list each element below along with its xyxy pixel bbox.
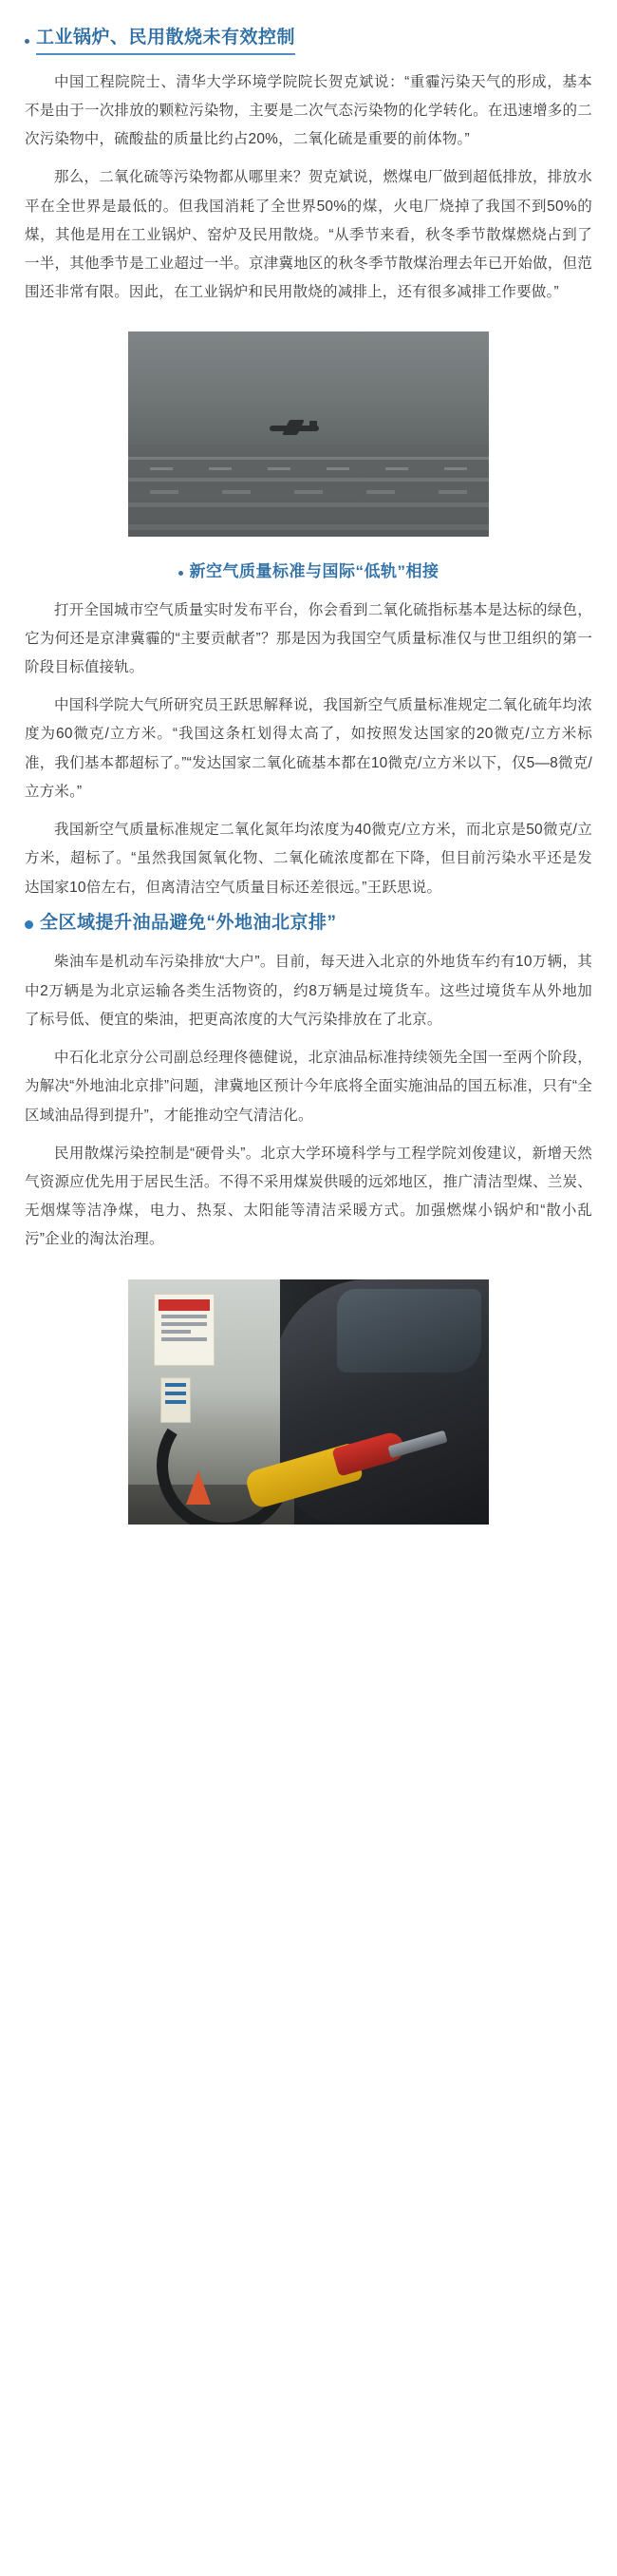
car-window <box>337 1289 481 1373</box>
section-heading-2 <box>25 561 592 582</box>
paragraph: 中国科学院大气所研究员王跃思解释说，我国新空气质量标准规定二氧化硫年均浓度为60微克/立方米。“我国这条杠划得太高了，如按照发达国家的20微克/立方米标准，我们基本都超标了。”“发达国家二氧化硫基本都在10微克/立方米以下，仅5—8微克/立方米。” <box>25 697 592 800</box>
section-heading-1-text: 工业锅炉、民用散烧未有效控制 <box>36 27 295 55</box>
paragraph: 那么，二氧化硫等污染物都从哪里来？贺克斌说，燃煤电厂做到超低排放，排放水平在全世界是最低的。但我国消耗了全世界50%的煤，火电厂烧掉了我国不到50%的煤，其他是用在工业锅炉、窑炉及民用散烧。“从季节来看，秋冬季节散煤燃烧占到了一半，其他季节是工业超过一半。京津冀地区的秋冬季节散煤治理去年已开始做，但范围还非常有限。因此，在工业锅炉和民用散烧的减排上，还有很多减排工作要做。” <box>25 169 592 301</box>
paragraph: 中石化北京分公司副总经理佟德健说，北京油品标准持续领先全国一至两个阶段，为解决“外地油北京排”问题，津冀地区预计今年底将全面实施油品的国五标准，只有“全区域油品得到提升”，才能推动空气清洁化。 <box>25 1050 592 1124</box>
paragraph: 打开全国城市空气质量实时发布平台，你会看到二氧化硫指标基本是达标的绿色，它为何还是京津冀霾的“主要贡献者”？那是因为我国空气质量标准仅与世卫组织的第一阶段目标值接轨。 <box>25 601 592 675</box>
article-section-1 <box>25 27 592 537</box>
station-notice-sign <box>154 1294 215 1366</box>
runway-dashes <box>150 490 467 494</box>
sign-band <box>159 1299 210 1311</box>
runway-dashes <box>150 467 467 470</box>
sign-line <box>161 1322 207 1326</box>
gas-station-nozzle-photo <box>25 1279 592 1525</box>
article-section-3 <box>25 912 592 1525</box>
smog-airplane-photo <box>25 331 592 537</box>
runway-line <box>128 478 489 482</box>
section-heading-1 <box>25 27 592 55</box>
article-section-2 <box>25 561 592 901</box>
runway-line <box>128 457 489 460</box>
smog-airplane-image <box>128 331 489 537</box>
sign-line <box>165 1383 186 1387</box>
paragraph: 柴油车是机动车污染排放“大户”。目前，每天进入北京的外地货车约有10万辆，其中2万辆是为北京运输各类生活物资的，约8万辆是过境货车。这些过境货车从外地加了标号低、便宜的柴油，把更高浓度的大气污染排放在了北京。 <box>25 954 592 1028</box>
sign-line <box>161 1330 191 1334</box>
runway-line <box>128 502 489 507</box>
section-heading-3 <box>25 912 592 936</box>
bullet-icon <box>25 920 33 929</box>
sign-line <box>165 1392 186 1395</box>
runway-line <box>128 524 489 530</box>
sign-line <box>165 1400 186 1404</box>
section-heading-2-text: 新空气质量标准与国际“低轨”相接 <box>189 562 439 581</box>
bullet-icon <box>25 39 29 44</box>
paragraph: 我国新空气质量标准规定二氧化氮年均浓度为40微克/立方米，而北京是50微克/立方米，超标了。“虽然我国氮氧化物、二氧化硫浓度都在下降，但目前污染水平还是发达国家10倍左右，但离清洁空气质量目标还差很远。”王跃思说。 <box>25 822 592 896</box>
paragraph: 中国工程院院士、清华大学环境学院院长贺克斌说：“重霾污染天气的形成，基本不是由于一次排放的颗粒污染物，主要是二次气态污染物的化学转化。在迅速增多的二次污染物中，硫酸盐的质量比约占20%，二氧化硫是重要的前体物。” <box>25 73 592 148</box>
sign-line <box>161 1315 207 1318</box>
section-heading-3-text: 全区域提升油品避免“外地油北京排” <box>40 912 337 933</box>
bullet-icon <box>178 571 183 576</box>
gas-station-image <box>128 1279 489 1525</box>
airplane-silhouette-icon <box>270 426 319 431</box>
sign-line <box>161 1337 207 1341</box>
paragraph: 民用散煤污染控制是“硬骨头”。北京大学环境科学与工程学院刘俊建议，新增天然气资源应优先用于居民生活。不得不采用煤炭供暖的远郊地区，推广清洁型煤、兰炭、无烟煤等洁净煤，电力、热泵、太阳能等清洁采暖方式。加强燃煤小锅炉和“散小乱污”企业的淘汰治理。 <box>25 1145 592 1248</box>
